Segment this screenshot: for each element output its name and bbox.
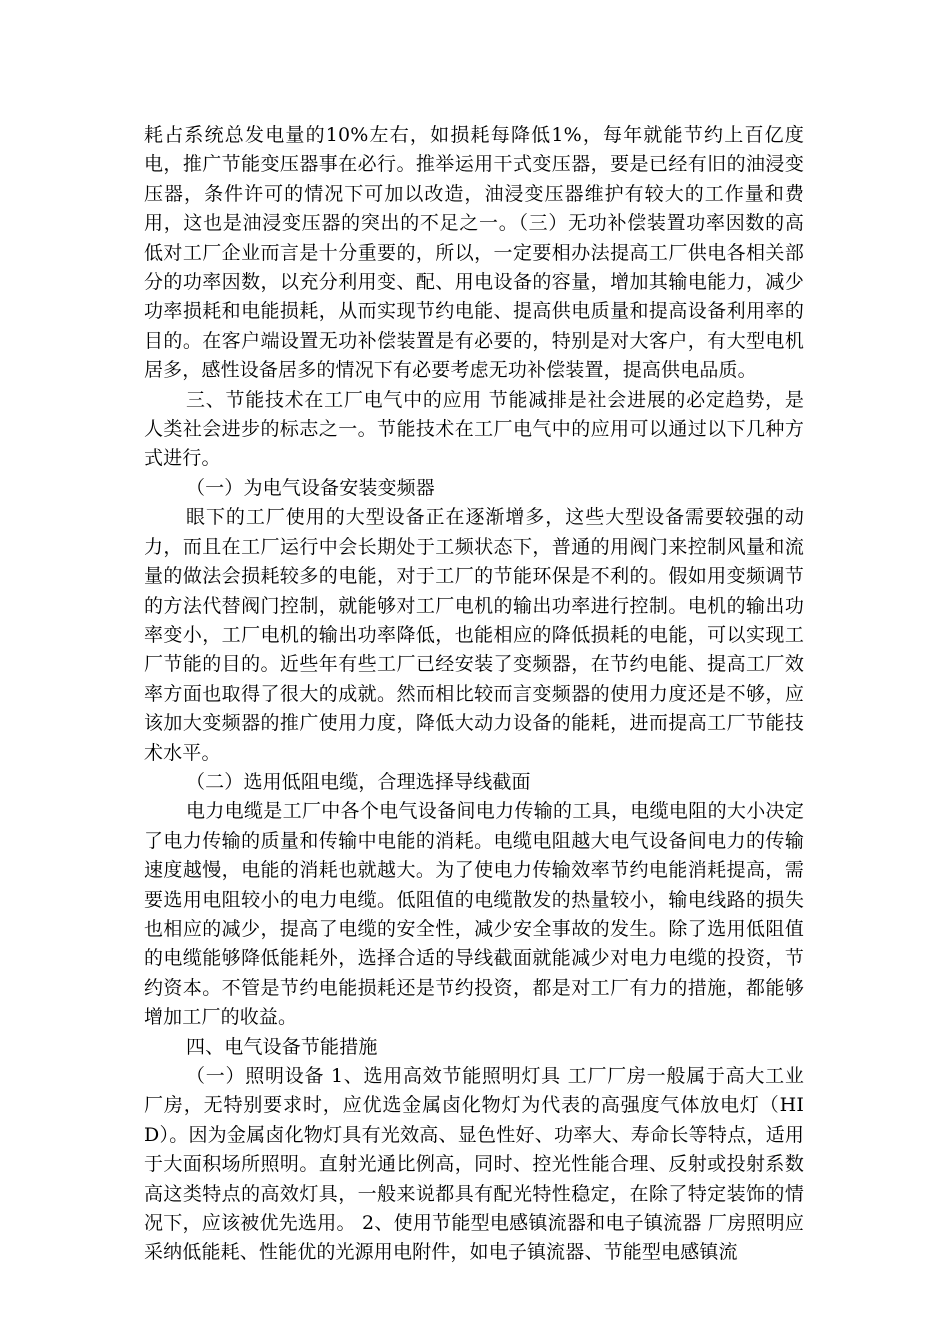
- paragraph-transformer-and-reactive-compensation: 耗占系统总发电量的10%左右，如损耗每降低1%，每年就能节约上百亿度电，推广节能变压器事在必行。推举运用干式变压器，要是已经有旧的油浸变压器，条件许可的情况下可加以改造，油浸变压器维护有较大的工作量和费用，这也是油浸变压器的突出的不足之一。（三）无功补偿装置功率因数的高低对工厂企业而言是十分重要的，所以，一定要相办法提高工厂供电各相关部分的功率因数，以充分利用变、配、用电设备的容量，增加其输电能力，减少功率损耗和电能损耗，从而实现节约电能、提高供电质量和提高设备利用率的目的。在客户端设置无功补偿装置是有必要的，特别是对大客户，有大型电机居多，感性设备居多的情况下有必要考虑无功补偿装置，提高供电品质。: [144, 124, 804, 382]
- paragraph-section-three-intro: 三、节能技术在工厂电气中的应用 节能减排是社会进展的必定趋势，是人类社会进步的标志之一。节能技术在工厂电气中的应用可以通过以下几种方式进行。: [144, 388, 804, 470]
- paragraph-frequency-converter: 眼下的工厂使用的大型设备正在逐渐增多，这些大型设备需要较强的动力，而且在工厂运行中会长期处于工频状态下，普通的用阀门来控制风量和流量的做法会损耗较多的电能，对于工厂的节能环保是不利的。假如用变频调节的方法代替阀门控制，就能够对工厂电机的输出功率进行控制。电机的输出功率变小，工厂电机的输出功率降低，也能相应的降低损耗的电能，可以实现工厂节能的目的。近些年有些工厂已经安装了变频器，在节约电能、提高工厂效率方面也取得了很大的成就。然而相比较而言变频器的使用力度还是不够，应该加大变频器的推广使用力度，降低大动力设备的能耗，进而提高工厂节能技术水平。: [144, 506, 804, 764]
- subheading-low-resistance-cable: （二）选用低阻电缆，合理选择导线截面: [186, 770, 531, 793]
- document-body: [144, 121, 804, 1268]
- paragraph-low-resistance-cable: 电力电缆是工厂中各个电气设备间电力传输的工具，电缆电阻的大小决定了电力传输的质量和传输中电能的消耗。电缆电阻越大电气设备间电力的传输速度越慢，电能的消耗也就越大。为了使电力传输效率节约电能消耗提高，需要选用电阻较小的电力电缆。低阻值的电缆散发的热量较小，输电线路的损失也相应的减少，提高了电缆的安全性，减少安全事故的发生。除了选用低阻值的电缆能够降低能耗外，选择合适的导线截面就能减少对电力电缆的投资，节约资本。不管是节约电能损耗还是节约投资，都是对工厂有力的措施，都能够增加工厂的收益。: [144, 800, 804, 1029]
- heading-section-four: 四、电气设备节能措施: [186, 1035, 378, 1058]
- paragraph-lighting-equipment: （一）照明设备 1、选用高效节能照明灯具 工厂厂房一般属于高大工业厂房，无特别要求时，应优选金属卤化物灯为代表的高强度气体放电灯（HID）。因为金属卤化物灯具有光效高、显色性好、功率大、寿命长等特点，适用于大面积场所照明。直射光通比例高，同时、控光性能合理、反射或投射系数高这类特点的高效灯具，一般来说都具有配光特性稳定，在除了特定装饰的情况下，应该被优先选用。 2、使用节能型电感镇流器和电子镇流器 厂房照明应采纳低能耗、性能优的光源用电附件，如电子镇流器、节能型电感镇流: [144, 1065, 804, 1264]
- subheading-frequency-converter: （一）为电气设备安装变频器: [186, 476, 435, 499]
